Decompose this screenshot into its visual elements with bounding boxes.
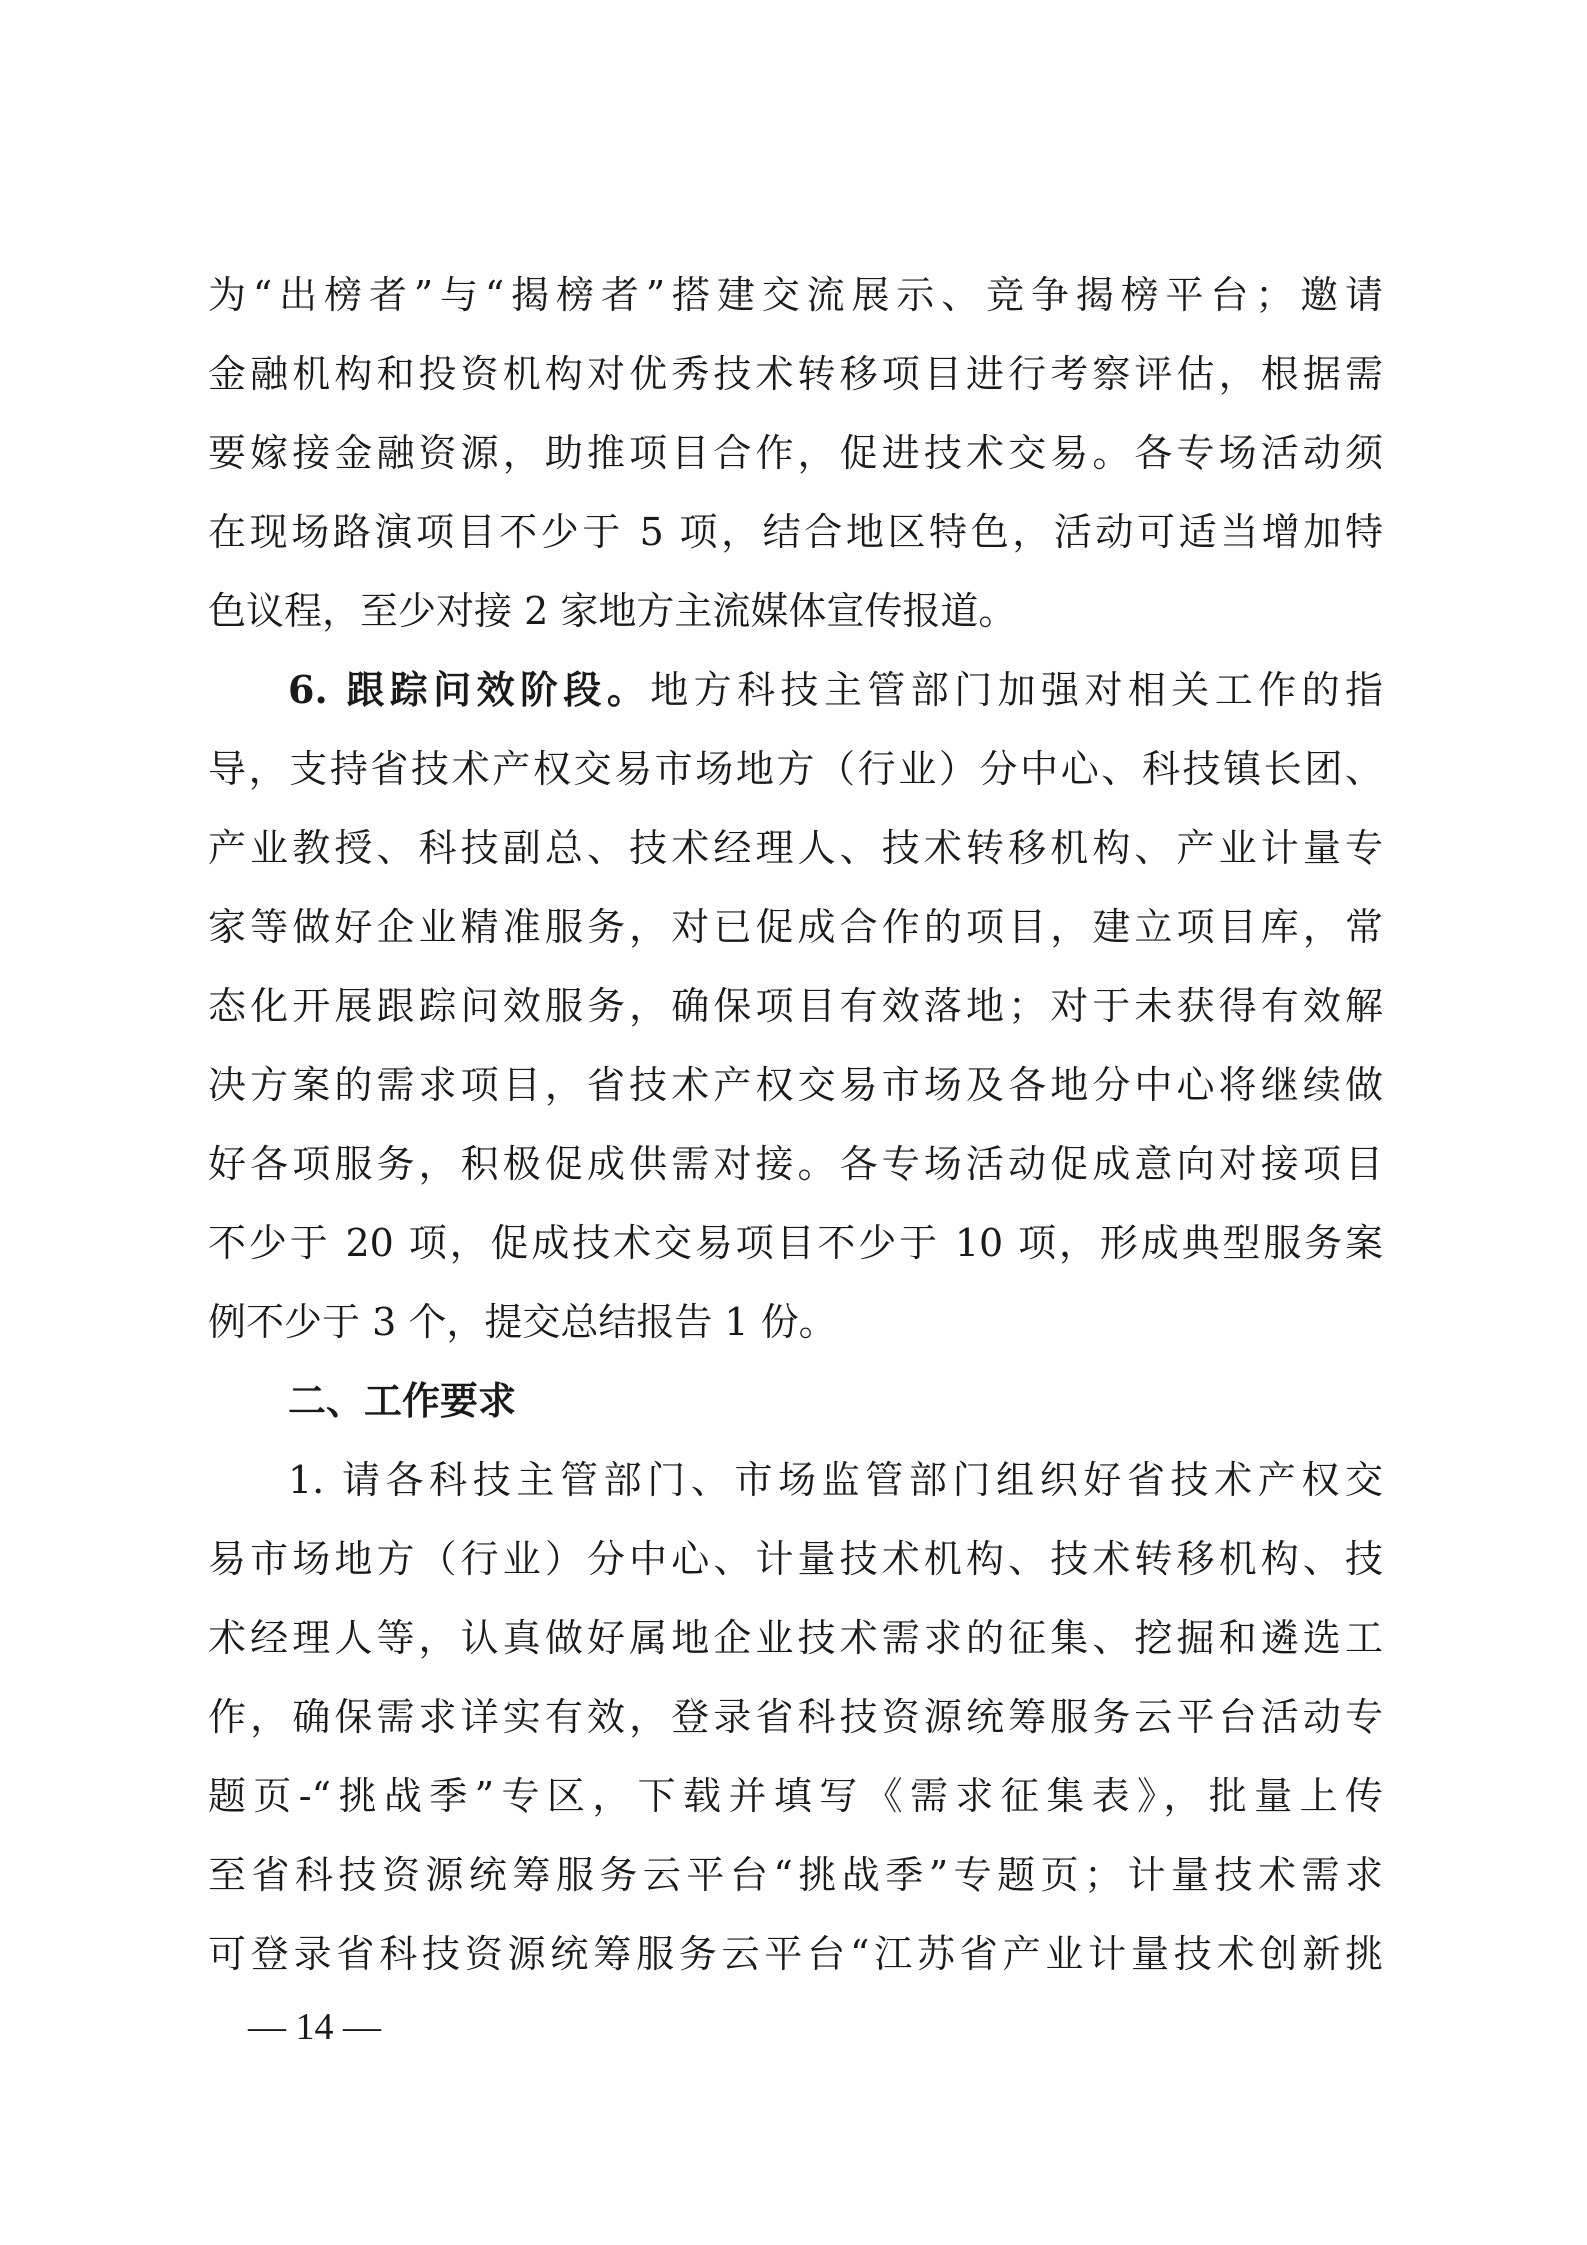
step-title: 6. 跟踪问效阶段。 [288,667,651,712]
paragraph-line: 为“出榜者”与“揭榜者”搭建交流展示、竞争揭榜平台；邀请 [208,273,1383,317]
paragraph-line: 家等做好企业精准服务，对已促成合作的项目，建立项目库，常 [208,905,1383,949]
paragraph-line: 决方案的需求项目，省技术产权交易市场及各地分中心将继续做 [208,1063,1383,1107]
paragraph-first-line [288,665,1383,715]
paragraph-line: 导，支持省技术产权交易市场地方（行业）分中心、科技镇长团、 [208,747,1383,791]
paragraph-line: 产业教授、科技副总、技术经理人、技术转移机构、产业计量专 [208,826,1383,870]
paragraph-line: 要嫁接金融资源，助推项目合作，促进技术交易。各专场活动须 [208,431,1383,475]
paragraph-line: 作，确保需求详实有效，登录省科技资源统筹服务云平台活动专 [208,1695,1383,1739]
paragraph-first-line: 1. 请各科技主管部门、市场监管部门组织好省技术产权交 [288,1458,1383,1502]
paragraph-line: 态化开展跟踪问效服务，确保项目有效落地；对于未获得有效解 [208,984,1383,1028]
page-number: — 14 — [248,2006,381,2048]
paragraph-line: 不少于 20 项，促成技术交易项目不少于 10 项，形成典型服务案 [208,1221,1383,1265]
paragraph-line: 例不少于 3 个，提交总结报告 1 份。 [208,1300,837,1344]
paragraph-line: 术经理人等，认真做好属地企业技术需求的征集、挖掘和遴选工 [208,1616,1383,1660]
paragraph-line: 易市场地方（行业）分中心、计量技术机构、技术转移机构、技 [208,1537,1383,1581]
paragraph-text: 地方科技主管部门加强对相关工作的指 [650,668,1383,712]
paragraph-line: 题页-“挑战季”专区，下载并填写《需求征集表》，批量上传 [208,1774,1383,1818]
paragraph-line: 金融机构和投资机构对优秀技术转移项目进行考察评估，根据需 [208,352,1383,396]
paragraph-line: 在现场路演项目不少于 5 项，结合地区特色，活动可适当增加特 [208,510,1383,554]
paragraph-line: 可登录省科技资源统筹服务云平台“江苏省产业计量技术创新挑 [208,1932,1383,1976]
paragraph-line: 好各项服务，积极促成供需对接。各专场活动促成意向对接项目 [208,1142,1383,1186]
paragraph-line: 至省科技资源统筹服务云平台“挑战季”专题页；计量技术需求 [208,1853,1383,1897]
paragraph-line: 色议程，至少对接 2 家地方主流媒体宣传报道。 [208,589,1017,633]
section-heading: 二、工作要求 [288,1379,517,1423]
